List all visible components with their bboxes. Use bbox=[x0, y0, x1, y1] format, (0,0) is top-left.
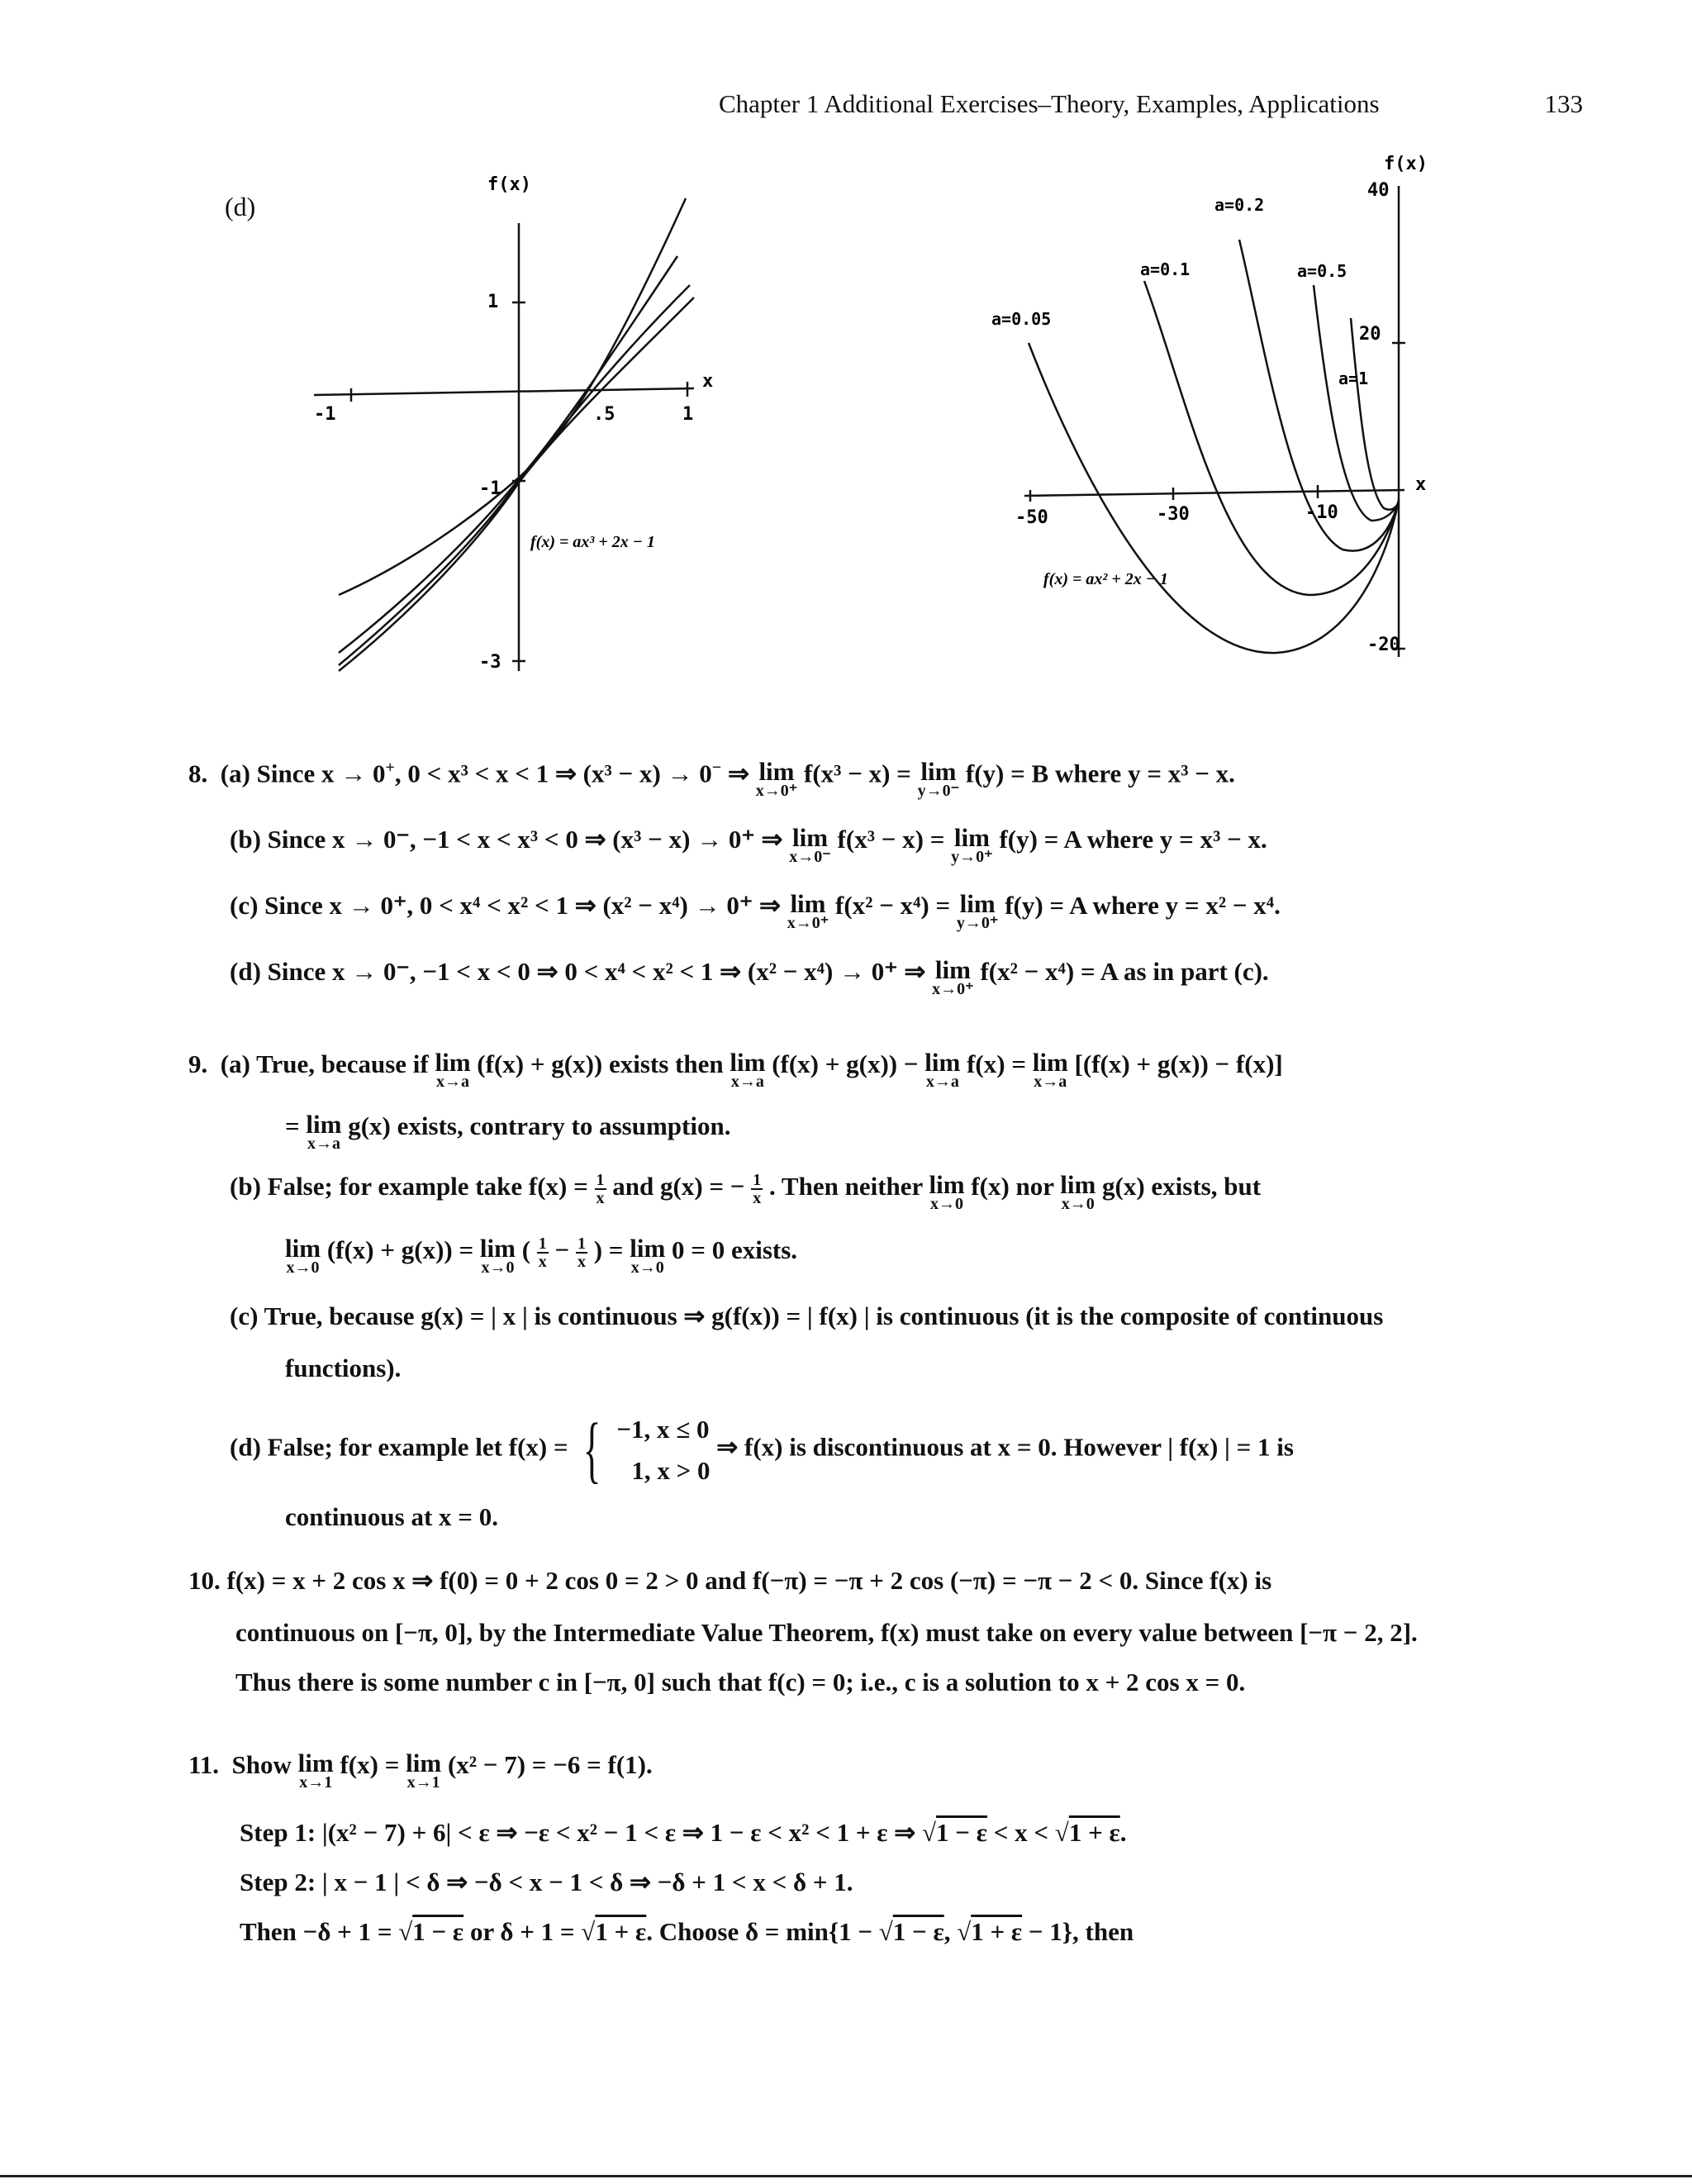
curve-label-a05: a=0.5 bbox=[1297, 261, 1347, 281]
page-bottom-rule bbox=[0, 2175, 1692, 2177]
ex11-step2: Step 2: | x − 1 | < δ ⇒ −δ < x − 1 < δ ⇒ −δ + 1 < x < δ + 1. bbox=[240, 1868, 853, 1896]
right-x-tick-neg30: -30 bbox=[1157, 504, 1190, 525]
right-y-label: f(x) bbox=[1384, 154, 1428, 174]
ex8-line-c: (c) Since x → 0⁺, 0 < x⁴ < x² < 1 ⇒ (x² − x⁴) → 0⁺ ⇒ lim x→0⁺ f(x² − x⁴) = lim y→0⁺ f(y) = A where y = x² − x⁴. bbox=[230, 889, 1281, 932]
figure-part-label: (d) bbox=[225, 192, 256, 221]
left-x-label: x bbox=[702, 371, 714, 392]
ex10-line-1: 10. f(x) = x + 2 cos x ⇒ f(0) = 0 + 2 cos 0 = 2 > 0 and f(−π) = −π + 2 cos (−π) = −π − 2 < 0. Since f(x) is bbox=[188, 1566, 1272, 1595]
ex8-line-a: 8. (a) Since x → 0+, 0 < x³ < x < 1 ⇒ (x³ − x) → 0− ⇒ lim x→0⁺ f(x³ − x) = lim y→0⁻ f(y) = B where y = x³ − x. bbox=[188, 757, 1235, 800]
ex10-line-2: continuous on [−π, 0], by the Intermediate Value Theorem, f(x) must take on every value between [−π − 2, 2]. bbox=[235, 1618, 1418, 1647]
ex9-line-c2: functions). bbox=[285, 1354, 402, 1382]
left-x-tick-neg1: -1 bbox=[314, 404, 336, 425]
curve-label-a02: a=0.2 bbox=[1214, 195, 1265, 215]
left-x-tick-1: 1 bbox=[682, 404, 694, 425]
curve-label-a1: a=1 bbox=[1338, 369, 1369, 388]
right-y-tick-40: 40 bbox=[1367, 180, 1390, 201]
left-y-tick-1: 1 bbox=[487, 292, 499, 312]
right-formula: f(x) = ax² + 2x − 1 bbox=[1043, 570, 1168, 588]
ex9-line-d2: continuous at x = 0. bbox=[285, 1502, 498, 1531]
right-x-tick-neg10: -10 bbox=[1305, 502, 1338, 523]
right-x-tick-neg50: -50 bbox=[1015, 507, 1048, 528]
figure-left-cubic bbox=[314, 165, 777, 694]
ex9-line-c1: (c) True, because g(x) = | x | is continuous ⇒ g(f(x)) = | f(x) | is continuous (it is the composite of continuous bbox=[230, 1301, 1384, 1330]
page-number: 133 bbox=[1544, 89, 1583, 118]
ex9-line-a1: 9. (a) True, because if lim x→a (f(x) + g(x)) exists then lim x→a (f(x) + g(x)) − lim x→a f(x) = lim x→a [(f(x) + g(x)) − f(x)] bbox=[188, 1048, 1283, 1091]
right-x-label: x bbox=[1415, 474, 1427, 495]
ex9-line-b2: lim x→0 (f(x) + g(x)) = lim x→0 ( $\frac{1}{x}$ − $\frac{1}{x}$ ) = lim x→0 0 = 0 exists. bbox=[285, 1234, 798, 1277]
running-header bbox=[719, 89, 1583, 119]
curve-label-a005: a=0.05 bbox=[991, 309, 1052, 329]
ex8-line-b: (b) Since x → 0⁻, −1 < x < x³ < 0 ⇒ (x³ − x) → 0⁺ ⇒ lim x→0⁻ f(x³ − x) = lim y→0⁺ f(y) = A where y = x³ − x. bbox=[230, 823, 1267, 866]
ex11-then: Then −δ + 1 = √1 − ε or δ + 1 = √1 + ε. Choose δ = min{1 − √1 − ε, √1 + ε − 1}, then bbox=[240, 1917, 1134, 1946]
ex9-line-a2: = lim x→a g(x) exists, contrary to assumption. bbox=[285, 1110, 731, 1153]
figure-right-quadratic bbox=[979, 145, 1442, 673]
left-y-tick-neg1: -1 bbox=[479, 478, 501, 499]
ex8-line-d: (d) Since x → 0⁻, −1 < x < 0 ⇒ 0 < x⁴ < x² < 1 ⇒ (x² − x⁴) → 0⁺ ⇒ lim x→0⁺ f(x² − x⁴) = A as in part (c). bbox=[230, 955, 1269, 998]
curve-label-a01: a=0.1 bbox=[1140, 259, 1191, 279]
right-y-tick-20: 20 bbox=[1359, 324, 1381, 345]
left-y-label: f(x) bbox=[487, 174, 531, 195]
running-title: Chapter 1 Additional Exercises–Theory, Examples, Applications bbox=[719, 89, 1380, 118]
ex11-step1: Step 1: |(x² − 7) + 6| < ε ⇒ −ε < x² − 1 < ε ⇒ 1 − ε < x² < 1 + ε ⇒ √1 − ε < x < √1 + ε. bbox=[240, 1818, 1127, 1847]
left-x-tick-half: .5 bbox=[593, 404, 615, 425]
ex9-line-d1: (d) False; for example let f(x) = { −1, x ≤ 0 1, x > 0 ⇒ f(x) is discontinuous at x = 0. However | f(x) | = 1 is bbox=[230, 1408, 1294, 1491]
left-formula: f(x) = ax³ + 2x − 1 bbox=[530, 533, 655, 551]
ex11-line-1: 11. Show lim x→1 f(x) = lim x→1 (x² − 7) = −6 = f(1). bbox=[188, 1749, 653, 1791]
right-y-tick-neg20: -20 bbox=[1367, 635, 1400, 655]
ex9-line-b1: (b) False; for example take f(x) = $\frac{1}{x}$ and g(x) = − $\frac{1}{x}$ . Then neither lim x→0 f(x) nor lim x→0 g(x) exists, but bbox=[230, 1170, 1262, 1213]
ex10-line-3: Thus there is some number c in [−π, 0] such that f(c) = 0; i.e., c is a solution to x + 2 cos x = 0. bbox=[235, 1668, 1246, 1696]
left-y-tick-neg3: -3 bbox=[479, 652, 501, 673]
